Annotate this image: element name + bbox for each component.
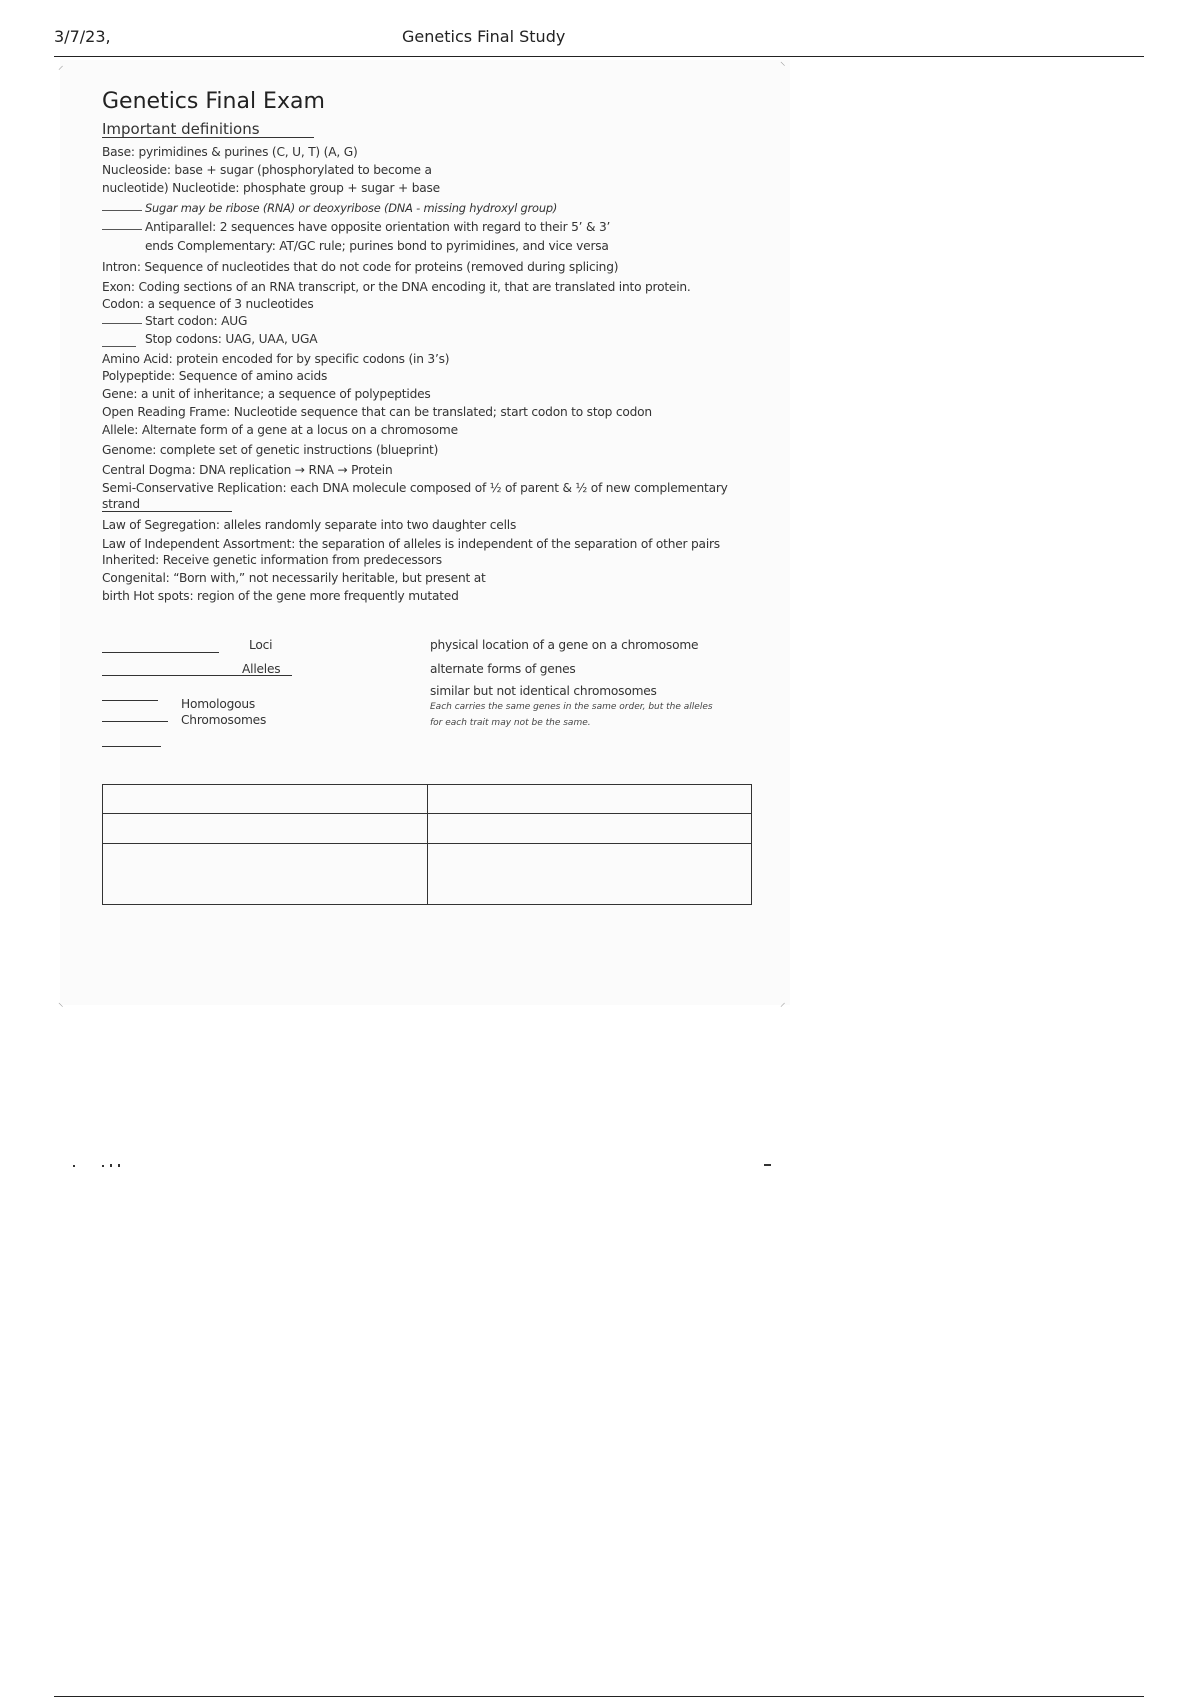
table-cell [103, 844, 428, 905]
chromosomes-label: Chromosomes [181, 713, 267, 727]
table-row [103, 785, 752, 814]
note-line-1: Each carries the same genes in the same order, but the alleles [430, 702, 713, 712]
table-cell [103, 785, 428, 814]
note-line-2: for each trait may not be the same. [430, 718, 591, 728]
table-row [103, 814, 752, 844]
def-line: Open Reading Frame: Nucleotide sequence that can be translated; start codon to stop codon [102, 405, 652, 419]
def-line-text: Start codon: AUG [145, 314, 248, 328]
def-line-text: Sugar may be ribose (RNA) or deoxyribose (DNA - missing hydroxyl group) [145, 201, 558, 215]
corner-mark-bottom-left: ⸜ [58, 996, 64, 1009]
loci-label: Loci [249, 638, 273, 652]
corner-mark-top-left: ⸝ [58, 59, 64, 72]
def-line: Law of Segregation: alleles randomly separate into two daughter cells [102, 518, 517, 532]
header-title: Genetics Final Study [402, 27, 566, 46]
stray-mark [102, 1165, 104, 1167]
table-cell [427, 844, 752, 905]
document-title: Genetics Final Exam [102, 89, 325, 114]
def-line: Polypeptide: Sequence of amino acids [102, 369, 328, 383]
loci-description: physical location of a gene on a chromosome [430, 638, 699, 652]
def-line [102, 314, 802, 332]
def-line: Intron: Sequence of nucleotides that do not code for proteins (removed during splicing) [102, 260, 619, 274]
def-line: Gene: a unit of inheritance; a sequence of polypeptides [102, 387, 431, 401]
footer-rule [54, 1696, 1144, 1697]
alleles-description: alternate forms of genes [430, 662, 576, 676]
def-line: Allele: Alternate form of a gene at a locus on a chromosome [102, 423, 458, 437]
blank-line [102, 700, 158, 701]
def-line: Central Dogma: DNA replication → RNA → Protein [102, 463, 393, 477]
def-line [102, 220, 802, 239]
corner-mark-bottom-right: ⸝ [780, 996, 786, 1009]
table-cell [427, 785, 752, 814]
table-cell [103, 814, 428, 844]
def-line: Genome: complete set of genetic instructions (blueprint) [102, 443, 439, 457]
empty-table [102, 784, 752, 905]
table-cell [427, 814, 752, 844]
def-line-text: strand [102, 497, 140, 511]
def-line [102, 497, 802, 518]
def-line [102, 201, 802, 220]
def-line: ends Complementary: AT/GC rule; purines bond to pyrimidines, and vice versa [145, 239, 609, 253]
header-rule [54, 56, 1144, 57]
def-line: birth Hot spots: region of the gene more frequently mutated [102, 589, 459, 603]
def-line-text: Antiparallel: 2 sequences have opposite orientation with regard to their 5’ & 3’ [145, 220, 611, 234]
def-line: Exon: Coding sections of an RNA transcript, or the DNA encoding it, that are translated into protein. [102, 280, 691, 294]
def-line: Amino Acid: protein encoded for by specific codons (in 3’s) [102, 352, 450, 366]
def-line: Congenital: “Born with,” not necessarily heritable, but present at [102, 571, 486, 585]
stray-mark [110, 1164, 112, 1167]
blank-line [102, 652, 219, 653]
homologous-description: similar but not identical chromosomes [430, 684, 657, 698]
def-line: Law of Independent Assortment: the separation of alleles is independent of the separation of other pairs [102, 537, 720, 551]
def-line: nucleotide) Nucleotide: phosphate group + sugar + base [102, 181, 440, 195]
def-line [102, 332, 802, 352]
leader-rule [102, 346, 136, 347]
leader-rule [102, 229, 142, 230]
leader-rule [102, 210, 142, 211]
alleles-label: Alleles [242, 662, 281, 676]
def-line: Nucleoside: base + sugar (phosphorylated to become a [102, 163, 432, 177]
def-line-text: Stop codons: UAG, UAA, UGA [145, 332, 318, 346]
def-line: Base: pyrimidines & purines (C, U, T) (A, G) [102, 145, 358, 159]
blank-line [102, 746, 161, 747]
blank-line [102, 721, 168, 722]
def-line: Semi-Conservative Replication: each DNA molecule composed of ½ of parent & ½ of new complementary [102, 481, 728, 495]
definitions-list [102, 145, 802, 607]
stray-mark [118, 1164, 120, 1167]
def-line: Codon: a sequence of 3 nucleotides [102, 297, 314, 311]
corner-mark-top-right: ⸜ [780, 55, 786, 68]
stray-mark [764, 1164, 771, 1166]
homologous-label: Homologous [181, 697, 256, 711]
def-line: Inherited: Receive genetic information from predecessors [102, 553, 442, 567]
document-subtitle: Important definitions [102, 120, 260, 138]
leader-rule [102, 323, 142, 324]
strand-rule [102, 511, 232, 512]
stray-mark [73, 1165, 75, 1167]
table-row [103, 844, 752, 905]
subtitle-rule [102, 137, 314, 138]
header-date: 3/7/23, [54, 27, 111, 46]
